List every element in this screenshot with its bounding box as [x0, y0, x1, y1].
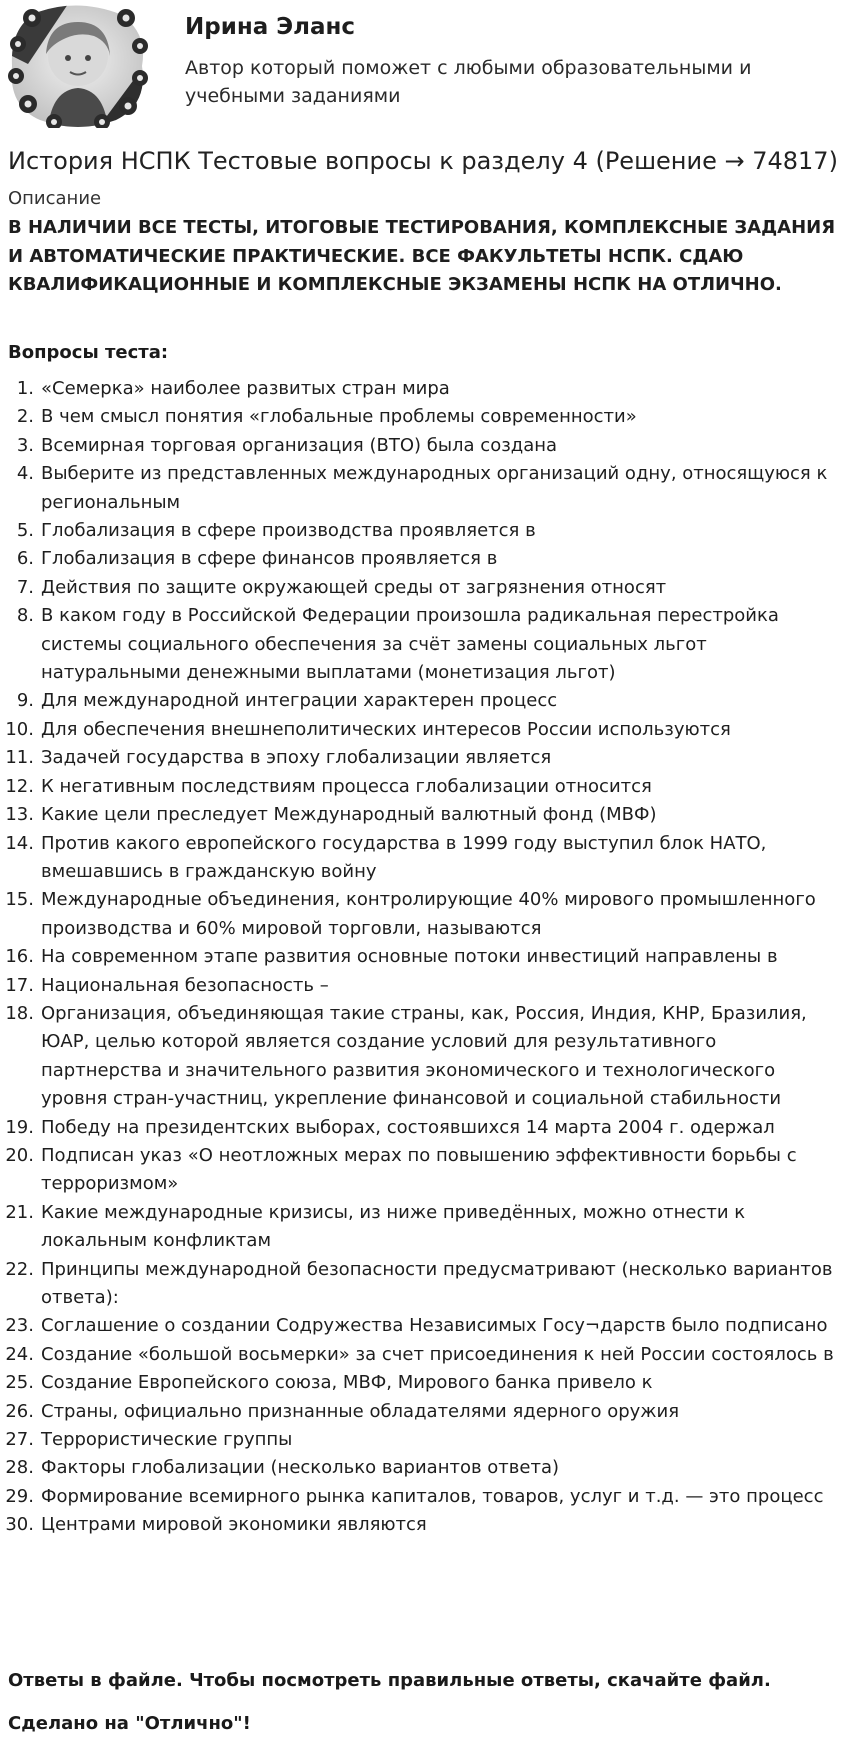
questions-list	[0, 375, 840, 1540]
question-text: Страны, официально признанные обладателями ядерного оружия	[41, 1400, 680, 1422]
question-number: 1.	[16, 378, 34, 399]
questions-heading: Вопросы теста:	[8, 342, 169, 363]
author-name[interactable]: Ирина Эланс	[185, 14, 356, 40]
question-text: Для международной интеграции характерен процесс	[41, 690, 558, 712]
question-text: Против какого европейского государства в 1999 году выступил блок НАТО, вмешавшись в гражданскую войну	[41, 832, 767, 882]
question-number: 9.	[16, 690, 34, 712]
question-item	[0, 1256, 840, 1313]
page-title: История НСПК Тестовые вопросы к разделу 4 (Решение → 74817)	[8, 147, 838, 175]
question-text: Глобализация в сфере финансов проявляется в	[41, 548, 498, 570]
question-text: Какие цели преследует Международный валютный фонд (МВФ)	[41, 804, 657, 826]
question-number: 16.	[5, 946, 34, 968]
question-text: Глобализация в сфере производства проявляется в	[41, 520, 536, 542]
question-text: Международные объединения, контролирующие 40% мирового промышленного производства и 60% мировой торговли, называются	[41, 889, 816, 939]
question-text: Какие международные кризисы, из ниже приведённых, можно отнести к локальным конфликтам	[41, 1201, 746, 1252]
question-item	[0, 1000, 840, 1114]
question-item	[0, 1426, 840, 1454]
question-number: 28.	[5, 1457, 34, 1479]
question-item	[0, 1341, 840, 1369]
question-number: 25.	[5, 1372, 34, 1394]
question-number: 22.	[5, 1258, 34, 1280]
question-item	[0, 1398, 840, 1426]
question-item	[0, 744, 840, 772]
question-text: Задачей государства в эпоху глобализации является	[41, 747, 552, 769]
question-number: 26.	[5, 1400, 34, 1422]
question-item	[0, 687, 840, 715]
question-text: Создание Европейского союза, МВФ, Мирового банка привело к	[41, 1372, 653, 1394]
question-number: 13.	[5, 804, 34, 826]
question-item	[0, 1312, 840, 1340]
question-text: Соглашение о создании Содружества Независимых Госу¬дарств было подписано	[41, 1315, 828, 1337]
question-text: В чем смысл понятия «глобальные проблемы современности»	[41, 406, 637, 428]
question-item	[0, 773, 840, 801]
question-number: 15.	[5, 889, 34, 911]
question-number: 18.	[5, 1002, 34, 1024]
author-card	[8, 4, 838, 130]
question-number: 23.	[5, 1315, 34, 1337]
question-item	[0, 517, 840, 545]
question-item	[0, 972, 840, 1000]
question-item	[0, 886, 840, 943]
question-number: 10.	[5, 718, 34, 740]
question-item	[0, 1369, 840, 1397]
question-number: 29.	[5, 1485, 34, 1507]
question-number: 11.	[5, 747, 34, 769]
question-text: Действия по защите окружающей среды от загрязнения относят	[41, 576, 667, 598]
question-item	[0, 830, 840, 887]
question-item	[0, 1114, 840, 1142]
question-text: Всемирная торговая организация (ВТО) была создана	[41, 434, 558, 456]
question-number: 5.	[16, 520, 34, 542]
question-text: Организация, объединяющая такие страны, как, Россия, Индия, КНР, Бразилия, ЮАР, целью которой является создание условий для результативного партнерства и значительного развития экономического и технологического уровня стран-участниц, укрепление финансовой и социальной стабильности	[41, 1002, 807, 1110]
question-text: Победу на президентских выборах, состоявшихся 14 марта 2004 г. одержал	[41, 1116, 775, 1138]
question-number: 24.	[5, 1343, 34, 1365]
question-item	[0, 602, 840, 687]
question-number: 27.	[5, 1429, 34, 1451]
question-number: 20.	[5, 1144, 34, 1166]
question-number: 8.	[16, 605, 34, 627]
description-text: В НАЛИЧИИ ВСЕ ТЕСТЫ, ИТОГОВЫЕ ТЕСТИРОВАНИЯ, КОМПЛЕКСНЫЕ ЗАДАНИЯ И АВТОМАТИЧЕСКИЕ ПРАКТИЧЕСКИЕ. ВСЕ ФАКУЛЬТЕТЫ НСПК. СДАЮ КВАЛИФИКАЦИОННЫЕ И КОМПЛЕКСНЫЕ ЭКЗАМЕНЫ НСПК НА ОТЛИЧНО.	[8, 217, 836, 295]
question-number: 12.	[5, 775, 34, 797]
question-text: Террористические группы	[41, 1429, 293, 1451]
question-number: 2.	[16, 406, 34, 428]
question-item	[0, 545, 840, 573]
question-item	[0, 403, 840, 431]
question-item	[0, 1483, 840, 1511]
question-number: 21.	[5, 1201, 34, 1223]
question-text: К негативным последствиям процесса глобализации относится	[41, 775, 652, 797]
question-number: 4.	[16, 463, 34, 485]
question-item	[0, 1199, 840, 1256]
question-item	[0, 1511, 840, 1539]
question-item	[0, 801, 840, 829]
question-text: Центрами мировой экономики являются	[41, 1514, 427, 1536]
question-text: На современном этапе развития основные потоки инвестиций направлены в	[41, 946, 778, 968]
description-label: Описание	[8, 188, 102, 209]
question-text: Для обеспечения внешнеполитических интересов России используются	[41, 718, 731, 740]
question-text: В каком году в Российской Федерации произошла радикальная перестройка системы социального обеспечения за счёт замены социальных льгот натуральными денежными выплатами (монетизация льгот)	[41, 605, 779, 684]
author-avatar[interactable]	[8, 4, 148, 128]
question-item	[0, 1142, 840, 1199]
question-text: «Семерка» наиболее развитых стран мира	[41, 378, 450, 399]
question-item	[0, 460, 840, 517]
question-number: 6.	[16, 548, 34, 570]
question-number: 7.	[16, 576, 34, 598]
question-number: 14.	[5, 832, 34, 854]
author-description: Автор который поможет с любыми образовательными и учебными заданиями	[185, 57, 752, 107]
question-number: 19.	[5, 1116, 34, 1138]
question-number: 17.	[5, 974, 34, 996]
question-number: 30.	[5, 1514, 34, 1536]
question-item	[0, 574, 840, 602]
question-text: Факторы глобализации (несколько вариантов ответа)	[41, 1457, 560, 1479]
question-item	[0, 375, 840, 403]
question-text: Создание «большой восьмерки» за счет присоединения к ней России состоялось в	[41, 1343, 834, 1365]
question-text: Подписан указ «О неотложных мерах по повышению эффективности борьбы с терроризмом»	[41, 1144, 797, 1195]
question-item	[0, 716, 840, 744]
question-item	[0, 432, 840, 460]
question-text: Формирование всемирного рынка капиталов, товаров, услуг и т.д. — это процесс	[41, 1485, 824, 1507]
answers-note: Ответы в файле. Чтобы посмотреть правильные ответы, скачайте файл.	[8, 1670, 771, 1691]
quality-note: Сделано на "Отлично"!	[8, 1713, 251, 1734]
question-text: Выберите из представленных международных организаций одну, относящуюся к региональным	[41, 463, 828, 513]
question-item	[0, 1454, 840, 1482]
question-text: Национальная безопасность –	[41, 974, 329, 996]
question-text: Принципы международной безопасности предусматривают (несколько вариантов ответа):	[41, 1258, 833, 1308]
question-item	[0, 943, 840, 971]
question-number: 3.	[16, 434, 34, 456]
